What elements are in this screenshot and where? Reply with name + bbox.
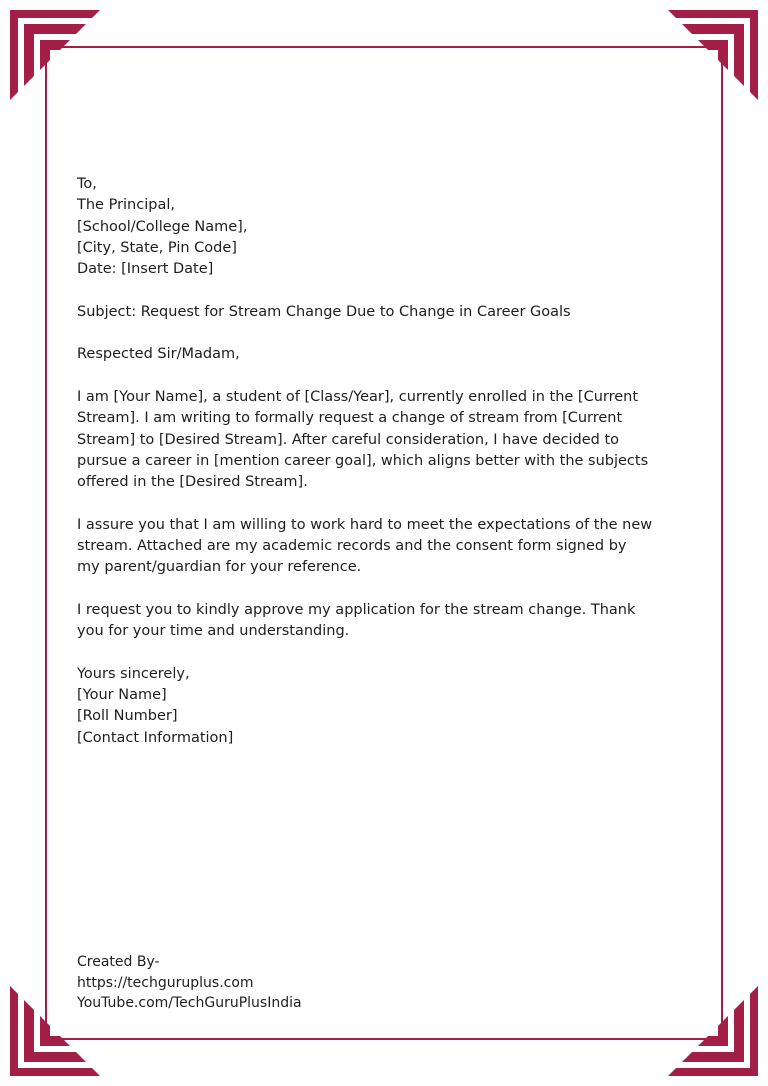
body-line: I am [Your Name], a student of [Class/Year], currently enrolled in the [Current xyxy=(77,388,639,405)
letter-date: Date: [Insert Date] xyxy=(77,261,214,278)
recipient-to: To, xyxy=(77,176,97,192)
recipient-address: [City, State, Pin Code] xyxy=(77,239,237,256)
corner-ornament-top-left xyxy=(10,10,106,106)
corner-ornament-top-right xyxy=(662,10,758,106)
credits-footer xyxy=(77,952,477,1014)
body-line: stream. Attached are my academic records and the consent form signed by xyxy=(77,538,627,555)
closing-roll-number: [Roll Number] xyxy=(77,708,178,725)
recipient-block xyxy=(77,174,699,280)
credits-created-by: Created By- xyxy=(77,954,160,970)
credits-website: https://techguruplus.com xyxy=(77,974,254,991)
body-line: Stream] to [Desired Stream]. After careful consideration, I have decided to xyxy=(77,431,619,448)
letter-salutation: Respected Sir/Madam, xyxy=(77,346,240,363)
body-line: Stream]. I am writing to formally request a change of stream from [Current xyxy=(77,410,623,427)
recipient-school: [School/College Name], xyxy=(77,218,248,235)
corner-ornament-bottom-right xyxy=(662,980,758,1076)
closing-name: [Your Name] xyxy=(77,687,167,704)
credits-youtube: YouTube.com/TechGuruPlusIndia xyxy=(77,995,302,1011)
body-line: I request you to kindly approve my application for the stream change. Thank xyxy=(77,601,636,618)
recipient-principal: The Principal, xyxy=(77,197,175,214)
letter-body xyxy=(77,174,699,749)
body-line: offered in the [Desired Stream]. xyxy=(77,474,308,491)
body-line: my parent/guardian for your reference. xyxy=(77,559,362,576)
letter-subject: Subject: Request for Stream Change Due to Change in Career Goals xyxy=(77,303,571,320)
body-paragraph-3 xyxy=(77,600,699,643)
closing-sign-off: Yours sincerely, xyxy=(77,665,190,682)
body-paragraph-2 xyxy=(77,515,699,579)
body-line: pursue a career in [mention career goal], which aligns better with the subjects xyxy=(77,452,649,469)
closing-block xyxy=(77,664,699,749)
body-paragraph-1 xyxy=(77,387,699,493)
body-line: I assure you that I am willing to work hard to meet the expectations of the new xyxy=(77,516,653,533)
body-line: you for your time and understanding. xyxy=(77,623,350,640)
closing-contact: [Contact Information] xyxy=(77,729,234,746)
